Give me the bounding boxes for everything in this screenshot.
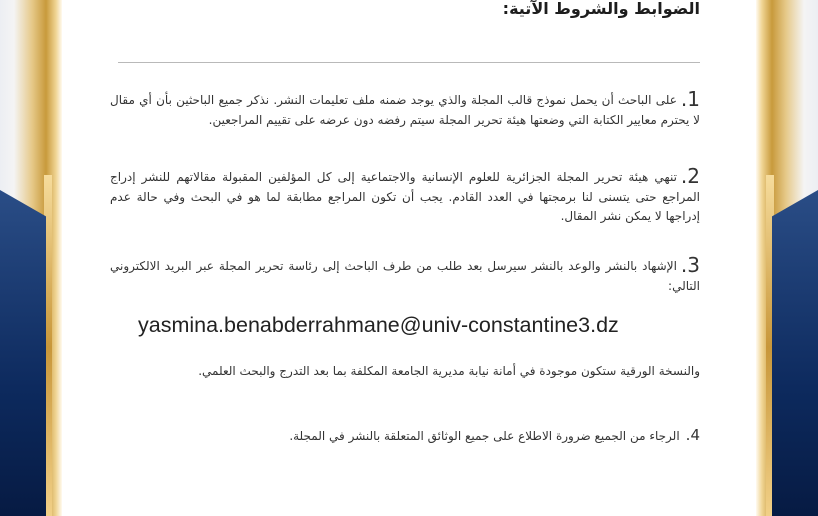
list-item-text: الرجاء من الجميع ضرورة الاطلاع على جميع الوثائق المتعلقة بالنشر في المجلة. [289,429,680,443]
paper-copy-note: والنسخة الورقية ستكون موجودة في أمانة نيابة مديرية الجامعة المكلفة بما بعد التدرج والبحث العلمي. [198,364,700,378]
list-number: 3. [680,253,700,277]
contact-email: yasmina.benabderrahmane@univ-constantine3.dz [138,313,619,337]
list-item-2 [110,164,700,227]
list-item-3 [110,253,700,296]
divider-line [118,62,700,63]
list-item-text: الإشهاد بالنشر والوعد بالنشر سيرسل بعد طلب من طرف الباحث إلى رئاسة تحرير المجلة عبر البريد الالكتروني التالي: [110,259,700,293]
right-navy-panel [772,190,818,516]
section-heading: الضوابط والشروط الآتية: [502,0,700,18]
content-area [110,0,700,516]
list-number: 4. [685,426,700,444]
list-item-4 [110,426,700,447]
list-item-text: تنهي هيئة تحرير المجلة الجزائرية للعلوم الإنسانية والاجتماعية إلى كل المؤلفين المقبولة مقالاتهم للنشر إدراج المراجع حتى يتسنى لنا برمجتها في العدد القادم. يجب أن تكون المراجع مطابقة لما هو في البحث وفي حالة عدم إدراجها لا يمكن نشر المقال. [110,170,700,223]
list-item-1 [110,87,700,130]
left-navy-panel [0,190,46,516]
list-number: 1. [680,87,700,111]
list-item-text: على الباحث أن يحمل نموذج قالب المجلة والذي يوجد ضمنه ملف تعليمات النشر. نذكر جميع الباحثين بأن أي مقال لا يحترم معايير الكتابة التي وضعتها هيئة تحرير المجلة سيتم رفضه دون عرضه على تقييم المراجعين. [110,93,700,127]
list-number: 2. [680,164,700,188]
